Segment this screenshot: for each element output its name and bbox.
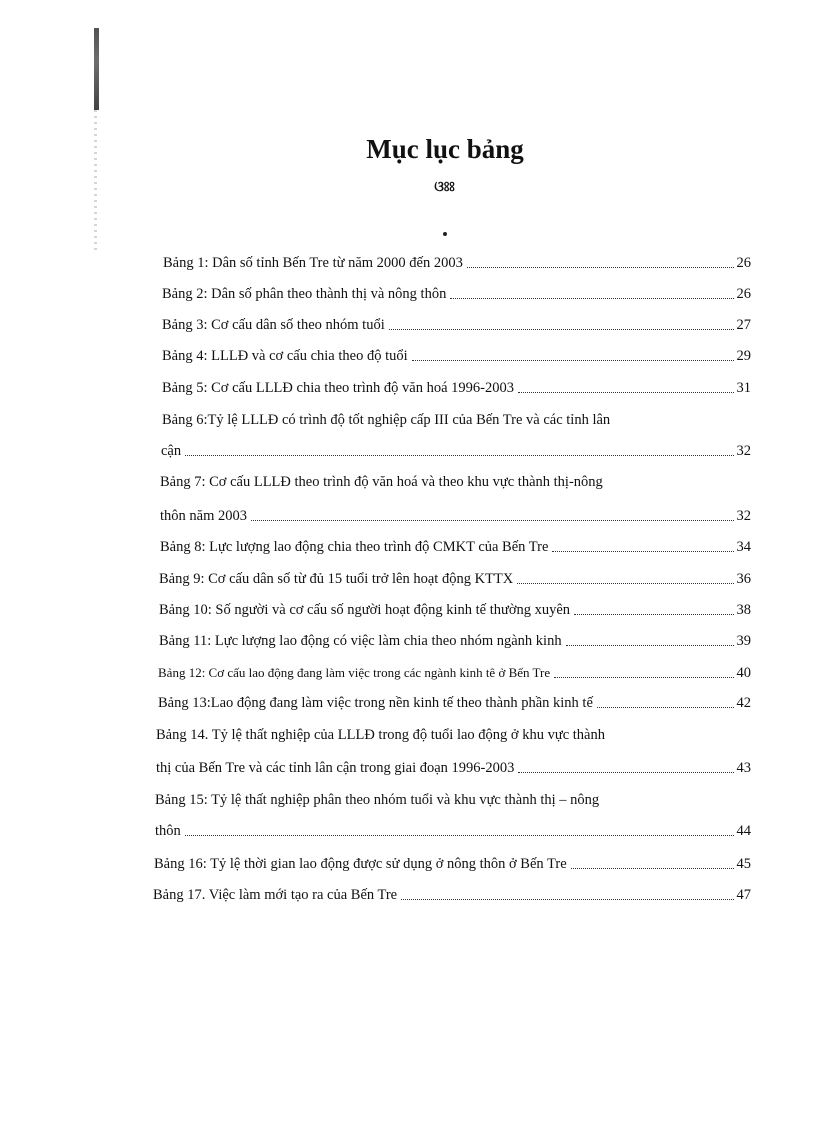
toc-entry-17[interactable] — [153, 887, 751, 904]
toc-entry-2[interactable] — [162, 286, 751, 303]
toc-entry-15-line1[interactable]: Bảng 15: Tỷ lệ thất nghiệp phân theo nhóm tuổi và khu vực thành thị – nông — [155, 792, 600, 808]
toc-entry-text: Bảng 12: Cơ cấu lao động đang làm việc trong các ngành kinh tê ở Bến Tre — [158, 665, 551, 680]
dot-leader — [518, 771, 733, 773]
toc-entry-text: Bảng 13:Lao động đang làm việc trong nền kinh tế theo thành phần kinh tế — [158, 695, 593, 711]
toc-entry-5[interactable] — [162, 380, 751, 397]
toc-entry-14-line1[interactable]: Bảng 14. Tỷ lệ thất nghiệp của LLLĐ trong độ tuổi lao động ở khu vực thành — [156, 727, 605, 743]
toc-entry-text: thôn năm 2003 — [160, 508, 247, 524]
toc-entry-9[interactable] — [159, 571, 751, 588]
dot-leader — [554, 676, 733, 678]
toc-entry-text: Bảng 17. Việc làm mới tạo ra của Bến Tre — [153, 887, 398, 903]
dot-leader — [450, 297, 733, 299]
dot-leader — [552, 550, 733, 552]
dot-leader — [185, 834, 734, 836]
toc-entry-text: thôn — [155, 823, 181, 839]
toc-entry-13[interactable] — [158, 695, 751, 712]
toc-entry-page: 47 — [736, 887, 751, 903]
toc-entry-page: 31 — [736, 380, 751, 396]
toc-entry-3[interactable] — [162, 317, 751, 334]
toc-entry-page: 29 — [736, 348, 751, 364]
toc-entry-page: 42 — [736, 695, 751, 711]
toc-entry-1[interactable] — [163, 255, 751, 272]
toc-entry-6[interactable] — [161, 443, 751, 460]
toc-entry-16[interactable] — [154, 856, 751, 873]
toc-entry-page: 34 — [736, 539, 751, 555]
toc-entry-page: 32 — [736, 443, 751, 459]
toc-entry-11[interactable] — [159, 633, 751, 650]
toc-entry-page: 38 — [736, 602, 751, 618]
toc-entry-text: Bảng 3: Cơ cấu dân số theo nhóm tuổi — [162, 317, 385, 333]
toc-entry-text: Bảng 16: Tỷ lệ thời gian lao động được sử dụng ở nông thôn ở Bến Tre — [154, 856, 567, 872]
toc-entry-page: 36 — [736, 571, 751, 587]
dot-leader — [566, 644, 734, 646]
toc-entry-page: 40 — [736, 665, 751, 681]
dot-leader — [389, 328, 734, 330]
dot-leader — [412, 359, 734, 361]
dot-leader — [571, 867, 734, 869]
dot-leader — [467, 266, 734, 268]
title-ornament: ଓଃଃ — [434, 180, 456, 195]
toc-entry-page: 32 — [736, 508, 751, 524]
toc-entry-7[interactable] — [160, 508, 751, 525]
dot-leader — [518, 391, 734, 393]
toc-entry-text: Bảng 4: LLLĐ và cơ cấu chia theo độ tuổi — [162, 348, 408, 364]
page-title: Mục lục bảng — [366, 134, 524, 164]
toc-entry-text: cận — [161, 443, 182, 459]
toc-entry-page: 26 — [736, 286, 751, 302]
toc-entry-page: 26 — [736, 255, 751, 271]
toc-entry-text: Bảng 11: Lực lượng lao động có việc làm chia theo nhóm ngành kinh — [159, 633, 562, 649]
toc-entry-page: 44 — [736, 823, 751, 839]
dot-leader — [597, 706, 734, 708]
toc-entry-8[interactable] — [160, 539, 751, 556]
dot-leader — [517, 582, 733, 584]
toc-entry-text: Bảng 1: Dân số tỉnh Bến Tre từ năm 2000 đến 2003 — [163, 255, 463, 271]
toc-entry-page: 43 — [736, 760, 751, 776]
toc-entry-15[interactable] — [155, 823, 751, 840]
toc-entry-10[interactable] — [159, 602, 751, 619]
dot-leader — [574, 613, 733, 615]
toc-entry-text: Bảng 9: Cơ cấu dân số từ đủ 15 tuổi trở lên hoạt động KTTX — [159, 571, 514, 587]
dot-leader — [185, 454, 733, 456]
toc-entry-page: 27 — [736, 317, 751, 333]
toc-entry-7-line1[interactable]: Bảng 7: Cơ cấu LLLĐ theo trình độ văn hoá và theo khu vực thành thị-nông — [160, 474, 603, 490]
toc-entry-text: Bảng 8: Lực lượng lao động chia theo trình độ CMKT của Bến Tre — [160, 539, 549, 555]
toc-entry-12[interactable] — [158, 665, 751, 682]
toc-entry-text: Bảng 5: Cơ cấu LLLĐ chia theo trình độ văn hoá 1996-2003 — [162, 380, 514, 396]
toc-entry-text: Bảng 2: Dân số phân theo thành thị và nông thôn — [162, 286, 447, 302]
toc-entry-14[interactable] — [156, 760, 751, 777]
toc-entry-4[interactable] — [162, 348, 751, 365]
toc-entry-text: Bảng 10: Số người và cơ cấu số người hoạt động kinh tế thường xuyên — [159, 602, 571, 618]
dot-leader — [401, 898, 733, 900]
dot-leader — [251, 519, 734, 521]
toc-entry-page: 45 — [736, 856, 751, 872]
toc-entry-page: 39 — [736, 633, 751, 649]
toc-entry-6-line1[interactable]: Bảng 6:Tỷ lệ LLLĐ có trình độ tốt nghiệp cấp III của Bến Tre và các tỉnh lân — [162, 412, 611, 428]
toc-entry-text: thị của Bến Tre và các tỉnh lân cận trong giai đoạn 1996-2003 — [156, 760, 515, 776]
